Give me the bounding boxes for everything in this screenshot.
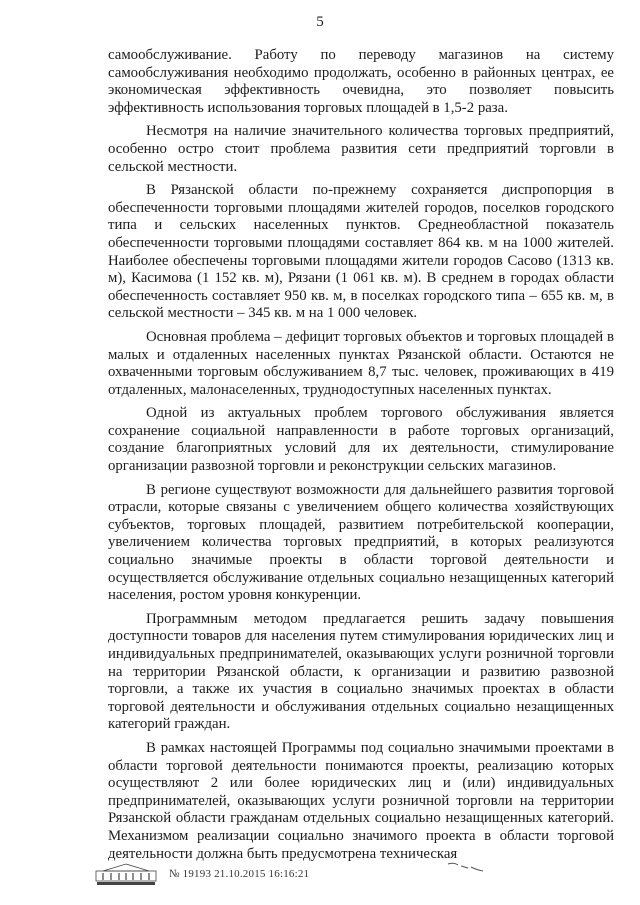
registration-stamp: № 19193 21.10.2015 16:16:21 xyxy=(169,868,310,880)
paragraph: В Рязанской области по-прежнему сохраняется диспропорция в обеспеченности торговыми площадями жителей городов, поселков городского типа и сельских населенных пунктов. Среднеобластной показатель обеспеченности торговыми площадями составляет 864 кв. м на 1000 жителей. Наиболее обеспечены торговыми площадями жители городов Сасово (1313 кв. м), Касимова (1 152 кв. м), Рязани (1 061 кв. м). В среднем в городах области обеспеченность составляет 950 кв. м, в поселках городского типа – 655 кв. м, в сельской местности – 345 кв. м на 1 000 человек. xyxy=(108,182,614,322)
document-footer xyxy=(95,862,309,886)
paragraph: Программным методом предлагается решить задачу повышения доступности товаров для населения путем стимулирования юридических лиц и индивидуальных предпринимателей, оказывающих услуги розничной торговли на территории Рязанской области, к организации и развитию развозной торговли, а также их участия в социально значимых проектах в области торговой деятельности и обслуживания отдельных социально незащищенных категорий граждан. xyxy=(108,610,614,733)
paragraph: Основная проблема – дефицит торговых объектов и торговых площадей в малых и отдаленных населенных пунктах Рязанской области. Остаются не охваченными торговым обслуживанием 8,7 тыс. человек, проживающих в 419 отдаленных, малонаселенных, труднодоступных населенных пунктах. xyxy=(108,328,614,398)
paragraph: самообслуживание. Работу по переводу магазинов на систему самообслуживания необходимо продолжать, особенно в районных центрах, ее экономическая эффективность очевидна, это позволяет повысить эффективность использования торговых площадей в 1,5-2 раза. xyxy=(108,47,614,116)
paragraph: Одной из актуальных проблем торгового обслуживания является сохранение социальной направленности в работе торговых организаций, создание благоприятных условий для их деятельности, стимулирование организации развозной торговли и реконструкции сельских магазинов. xyxy=(108,405,614,475)
paragraph: Несмотря на наличие значительного количества торговых предприятий, особенно остро стоит проблема развития сети предприятий торговли в сельской местности. xyxy=(108,123,614,175)
pen-mark-icon xyxy=(446,858,486,874)
paragraph: В рамках настоящей Программы под социально значимыми проектами в области торговой деятельности понимаются проекты, реализацию которых осуществляют 2 или более юридических лиц и (или) индивидуальных предпринимателей, оказывающих услуги розничной торговли на территории Рязанской области гражданам отдельных социально незащищенных категорий. Механизмом реализации социально значимого проекта в области торговой деятельности должна быть предусмотрена техническая xyxy=(108,739,614,862)
page-number: 5 xyxy=(316,14,324,30)
government-building-stamp-icon xyxy=(95,862,157,886)
paragraph: В регионе существуют возможности для дальнейшего развития торговой отрасли, которые связаны с увеличением общего количества хозяйствующих субъектов, торговых площадей, развитием потребительской кооперации, увеличением количества торговых предприятий, в которых реализуются социально значимые проекты в области торговой деятельности и осуществляется обслуживание отдельных социально незащищенных категорий населения, ростом уровня конкуренции. xyxy=(108,481,614,604)
body-text xyxy=(108,47,614,863)
